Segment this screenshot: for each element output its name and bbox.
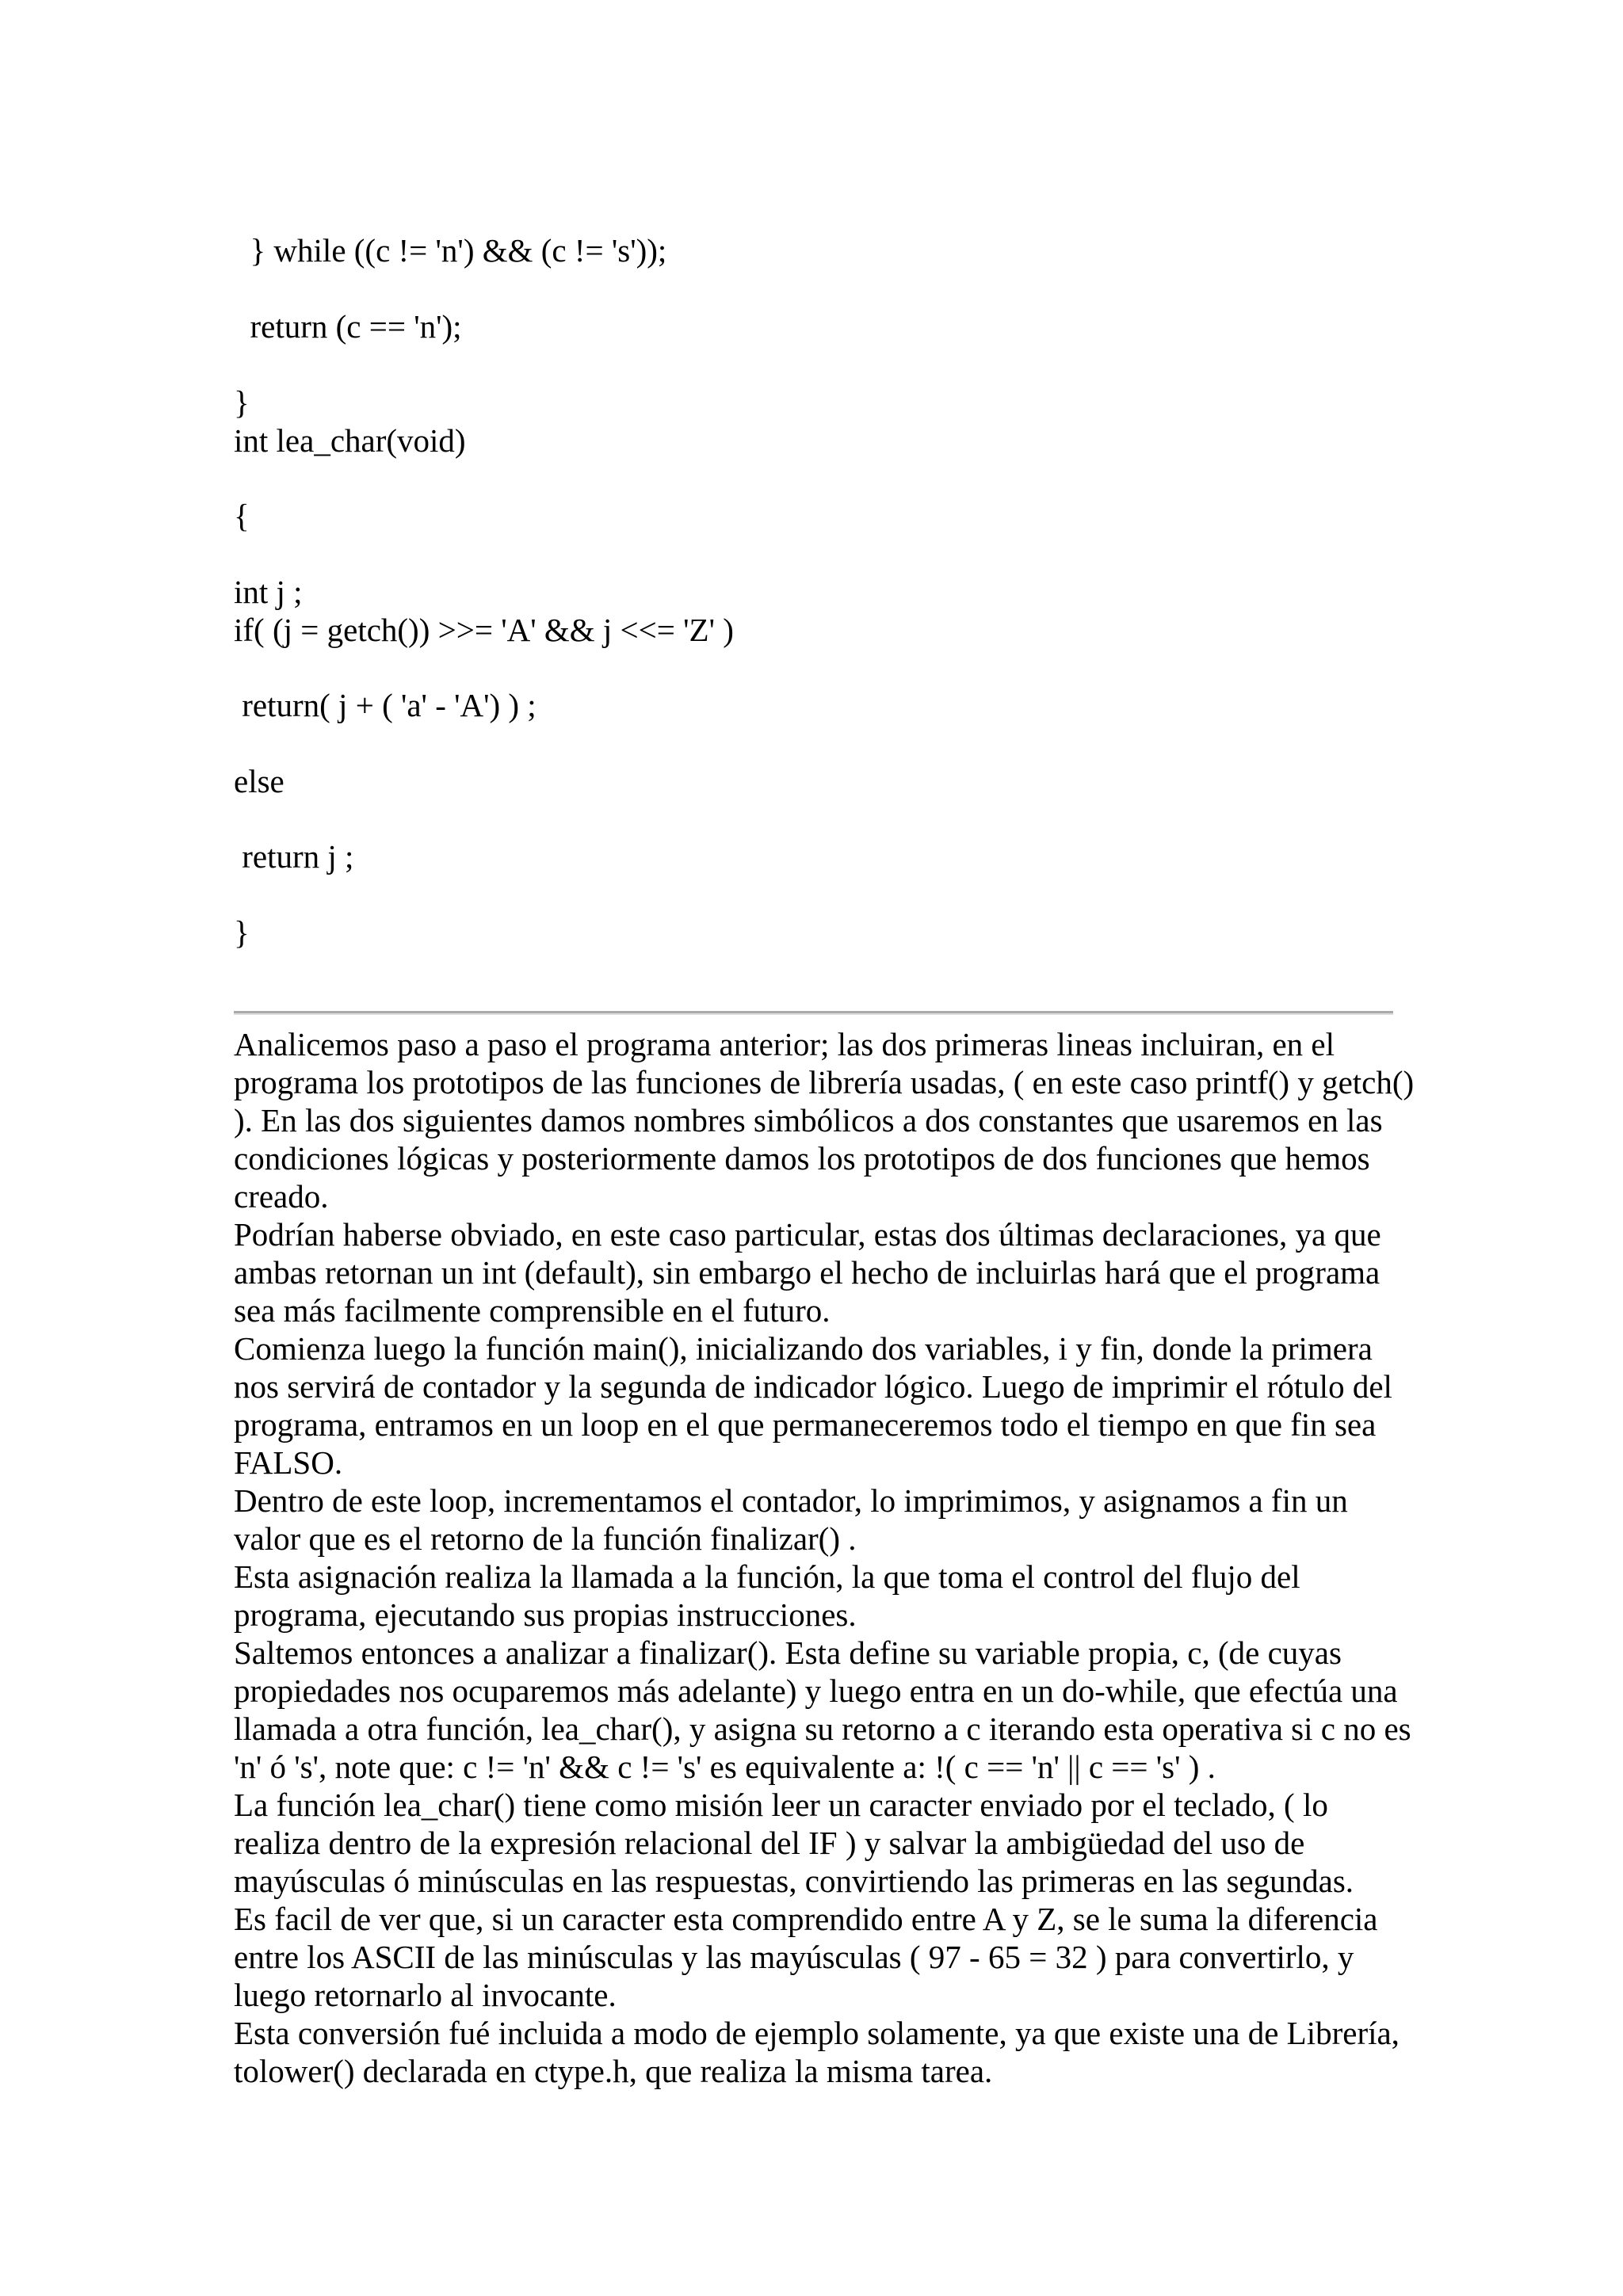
paragraph: Esta asignación realiza la llamada a la función, la que toma el control del flujo del programa, ejecutando sus propias instrucciones. — [234, 1558, 1300, 1633]
paragraph: Comienza luego la función main(), inicializando dos variables, i y fin, donde la primera nos servirá de contador y la segunda de indicador lógico. Luego de imprimir el rótulo del programa, entramos en un loop en el que permaneceremos todo el tiempo en que fin sea FALSO. — [234, 1330, 1392, 1481]
paragraph: Analicemos paso a paso el programa anterior; las dos primeras lineas incluiran, en el programa los prototipos de las funciones de librería usadas, ( en este caso printf() y getch() ). En las dos siguientes damos nombres simbólicos a dos constantes que usaremos en las condiciones lógicas y posteriormente damos los prototipos de dos funciones que hemos creado. — [234, 1026, 1415, 1215]
code-line: return( j + ( 'a' - 'A') ) ; — [234, 687, 537, 723]
code-line: return (c == 'n'); — [234, 308, 462, 345]
paragraph: Saltemos entonces a analizar a finalizar(). Esta define su variable propia, c, (de cuyas propiedades nos ocuparemos más adelante) y luego entra en un do-while, que efectúa una llamada a otra función, lea_char(), y asigna su retorno a c iterando esta operativa si c no es 'n' ó 's', note que: c != 'n' && c != 's' es equivalente a: !( c == 'n' || c == 's' ) . — [234, 1634, 1411, 1785]
code-line: int j ; — [234, 574, 303, 610]
paragraph: Podrían haberse obviado, en este caso particular, estas dos últimas declaraciones, ya que ambas retornan un int (default), sin embargo el hecho de incluirlas hará que el programa sea más facilmente comprensible en el futuro. — [234, 1216, 1381, 1329]
code-line: if( (j = getch()) >>= 'A' && j <<= 'Z' ) — [234, 612, 734, 648]
paragraph: La función lea_char() tiene como misión leer un caracter enviado por el teclado, ( lo realiza dentro de la expresión relacional del IF ) y salvar la ambigüedad del uso de mayúsculas ó minúsculas en las respuestas, convirtiendo las primeras en las segundas. — [234, 1787, 1354, 1899]
code-line: } — [234, 914, 250, 951]
paragraph: Dentro de este loop, incrementamos el contador, lo imprimimos, y asignamos a fin un valor que es el retorno de la función finalizar() . — [234, 1482, 1348, 1557]
code-line: } — [234, 384, 250, 421]
code-line: { — [234, 498, 250, 534]
explanation-text — [234, 1025, 1415, 2090]
paragraph: Esta conversión fué incluida a modo de ejemplo solamente, ya que existe una de Librería, tolower() declarada en ctype.h, que realiza la misma tarea. — [234, 2015, 1400, 2089]
code-line: return j ; — [234, 838, 354, 875]
horizontal-divider — [234, 1011, 1393, 1015]
code-line: else — [234, 763, 285, 799]
code-line: } while ((c != 'n') && (c != 's')); — [234, 232, 667, 269]
paragraph: Es facil de ver que, si un caracter esta comprendido entre A y Z, se le suma la diferencia entre los ASCII de las minúsculas y las mayúsculas ( 97 - 65 = 32 ) para convertirlo, y luego retornarlo al invocante. — [234, 1901, 1378, 2013]
code-line: int lea_char(void) — [234, 422, 466, 459]
